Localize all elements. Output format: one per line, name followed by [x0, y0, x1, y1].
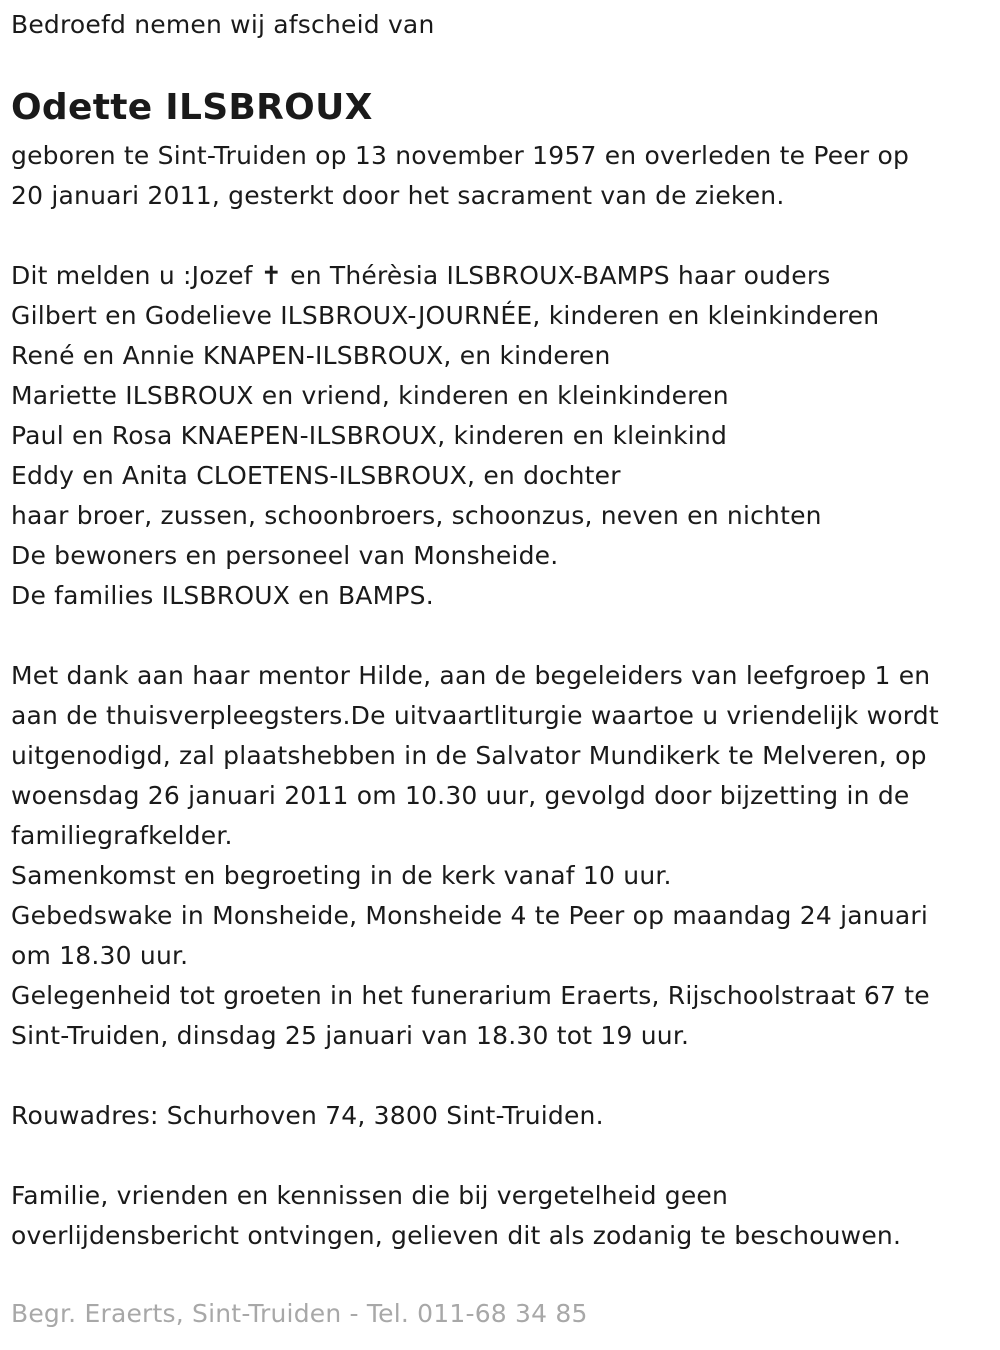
- family-line: Eddy en Anita CLOETENS-ILSBROUX, en dochter: [11, 461, 621, 490]
- family-line: De bewoners en personeel van Monsheide.: [11, 541, 559, 570]
- family-line: Mariette ILSBROUX en vriend, kinderen en kleinkinderen: [11, 381, 729, 410]
- deceased-name: Odette ILSBROUX: [11, 87, 373, 128]
- funeral-home-footer: Begr. Eraerts, Sint-Truiden - Tel. 011-68 34 85: [11, 1299, 588, 1328]
- ceremony-line: uitgenodigd, zal plaatshebben in de Salvator Mundikerk te Melveren, op: [11, 741, 927, 770]
- announcement-parents-suffix: en Thérèsia ILSBROUX-BAMPS haar ouders: [281, 261, 831, 290]
- family-line: Paul en Rosa KNAEPEN-ILSBROUX, kinderen en kleinkind: [11, 421, 728, 450]
- family-line: De families ILSBROUX en BAMPS.: [11, 581, 434, 610]
- announcement-section: [11, 256, 996, 616]
- family-line: René en Annie KNAPEN-ILSBROUX, en kinderen: [11, 341, 611, 370]
- mourning-address: Rouwadres: Schurhoven 74, 3800 Sint-Truiden.: [11, 1101, 604, 1130]
- ceremony-line: woensdag 26 januari 2011 om 10.30 uur, gevolgd door bijzetting in de: [11, 781, 910, 810]
- ceremony-line: aan de thuisverpleegsters.De uitvaartliturgie waartoe u vriendelijk wordt: [11, 701, 939, 730]
- ceremony-line: Sint-Truiden, dinsdag 25 januari van 18.30 tot 19 uur.: [11, 1021, 690, 1050]
- ceremony-line: Gebedswake in Monsheide, Monsheide 4 te Peer op maandag 24 januari: [11, 901, 929, 930]
- cross-icon: ✝: [260, 261, 282, 290]
- notice-line-2: overlijdensbericht ontvingen, gelieven dit als zodanig te beschouwen.: [11, 1221, 902, 1250]
- family-line: haar broer, zussen, schoonbroers, schoonzus, neven en nichten: [11, 501, 822, 530]
- ceremony-line: Gelegenheid tot groeten in het funerarium Eraerts, Rijschoolstraat 67 te: [11, 981, 930, 1010]
- intro-line: Bedroefd nemen wij afscheid van: [11, 10, 435, 39]
- ceremony-line: om 18.30 uur.: [11, 941, 189, 970]
- notice-line-1: Familie, vrienden en kennissen die bij vergetelheid geen: [11, 1181, 729, 1210]
- spacer: [11, 216, 996, 256]
- spacer: [11, 616, 996, 656]
- family-line: Gilbert en Godelieve ILSBROUX-JOURNÉE, kinderen en kleinkinderen: [11, 301, 880, 330]
- announcement-parents-prefix: Dit melden u :Jozef: [11, 261, 261, 290]
- spacer: [11, 1056, 996, 1096]
- ceremony-line: familiegrafkelder.: [11, 821, 233, 850]
- ceremony-section: [11, 656, 996, 1056]
- announcement-line-parents: [11, 256, 996, 296]
- birth-line-2: 20 januari 2011, gesterkt door het sacrament van de zieken.: [11, 181, 785, 210]
- ceremony-line: Samenkomst en begroeting in de kerk vanaf 10 uur.: [11, 861, 672, 890]
- birth-section: [11, 136, 996, 216]
- birth-line-1: geboren te Sint-Truiden op 13 november 1957 en overleden te Peer op: [11, 141, 910, 170]
- obituary-notice: [11, 0, 996, 1256]
- notice-section: [11, 1176, 996, 1256]
- ceremony-line: Met dank aan haar mentor Hilde, aan de begeleiders van leefgroep 1 en: [11, 661, 931, 690]
- spacer: [11, 1136, 996, 1176]
